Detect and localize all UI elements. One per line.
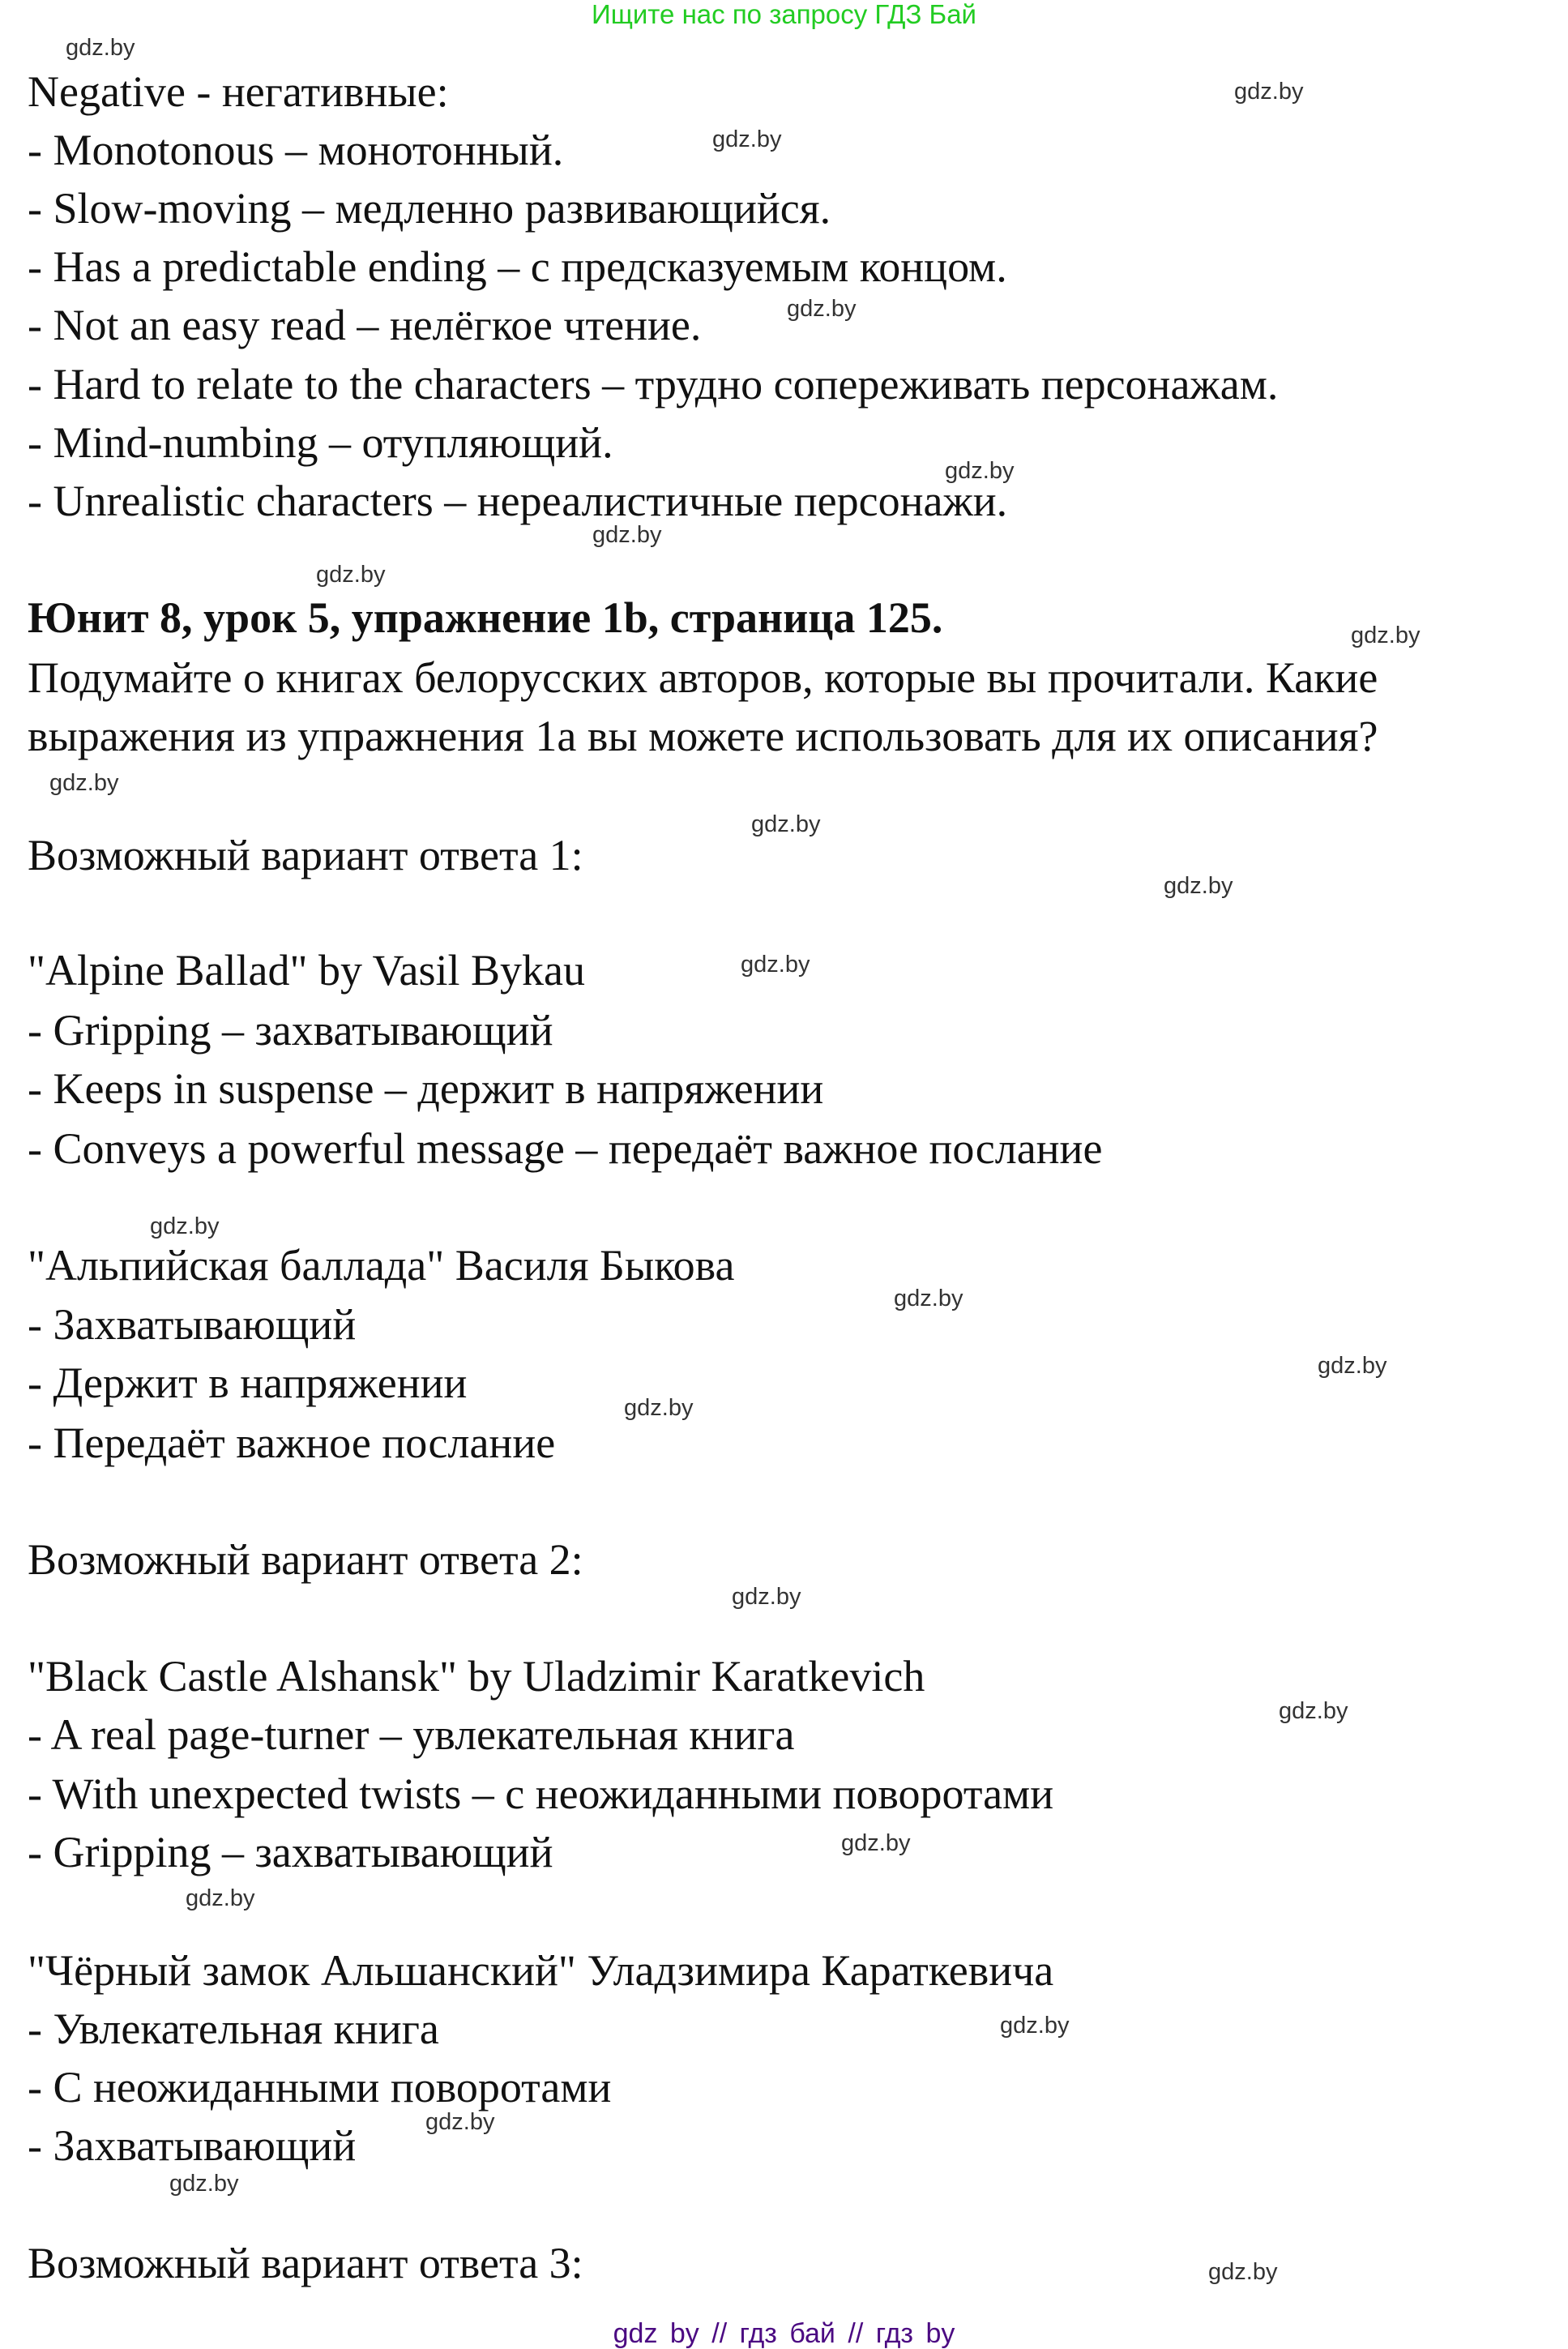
text-line: "Black Castle Alshansk" by Uladzimir Karatkevich	[28, 1652, 925, 1701]
footer-watermark: gdz by // гдз бай // гдз by	[613, 2318, 955, 2349]
text-line: - Gripping – захватывающий	[28, 1828, 553, 1876]
text-line: - Захватывающий	[28, 1300, 357, 1349]
text-line: - Держит в напряжении	[28, 1358, 468, 1407]
watermark-text: gdz.by	[1000, 2013, 1070, 2039]
watermark-text: gdz.by	[894, 1286, 963, 1311]
text-line: - Передаёт важное послание	[28, 1418, 556, 1467]
text-line: Возможный вариант ответа 1:	[28, 831, 583, 879]
text-line: - Unrealistic characters – нереалистичные персонажи.	[28, 477, 1008, 525]
watermark-text: gdz.by	[1318, 1353, 1387, 1379]
watermark-text: gdz.by	[841, 1830, 911, 1856]
search-hint-banner: Ищите нас по запросу ГДЗ Бай	[592, 0, 976, 29]
watermark-text: gdz.by	[425, 2109, 495, 2135]
text-line: - Conveys a powerful message – передаёт важное послание	[28, 1124, 1103, 1173]
watermark-text: gdz.by	[1234, 79, 1304, 105]
text-line: - Увлекательная книга	[28, 2005, 439, 2053]
watermark-text: gdz.by	[751, 811, 821, 837]
watermark-text: gdz.by	[732, 1584, 801, 1610]
watermark-text: gdz.by	[741, 952, 810, 978]
watermark-text: gdz.by	[1164, 873, 1233, 899]
text-line: - Mind-numbing – отупляющий.	[28, 418, 613, 467]
text-line: - Hard to relate to the characters – трудно сопереживать персонажам.	[28, 360, 1279, 409]
watermark-text: gdz.by	[186, 1885, 255, 1911]
watermark-text: gdz.by	[624, 1395, 694, 1421]
watermark-text: gdz.by	[316, 562, 386, 588]
watermark-text: gdz.by	[150, 1213, 220, 1239]
text-line: Negative - негативные:	[28, 67, 449, 116]
text-line: выражения из упражнения 1a вы можете использовать для их описания?	[28, 712, 1378, 760]
text-line: - Keeps in suspense – держит в напряжении	[28, 1064, 824, 1113]
text-line: - Slow-moving – медленно развивающийся.	[28, 184, 831, 233]
text-line: Возможный вариант ответа 2:	[28, 1535, 583, 1584]
text-line: - Gripping – захватывающий	[28, 1006, 553, 1055]
watermark-text: gdz.by	[1351, 623, 1421, 648]
text-line: - Has a predictable ending – с предсказуемым концом.	[28, 242, 1007, 291]
watermark-text: gdz.by	[945, 458, 1015, 484]
watermark-text: gdz.by	[66, 35, 135, 61]
text-line: "Alpine Ballad" by Vasil Bykau	[28, 946, 586, 995]
watermark-text: gdz.by	[787, 296, 857, 322]
text-line: "Альпийская баллада" Василя Быкова	[28, 1241, 735, 1290]
watermark-text: gdz.by	[1279, 1698, 1348, 1724]
text-line: "Чёрный замок Альшанский" Уладзимира Караткевича	[28, 1946, 1054, 1995]
text-line: - Not an easy read – нелёгкое чтение.	[28, 301, 702, 349]
watermark-text: gdz.by	[592, 522, 662, 548]
watermark-text: gdz.by	[49, 770, 119, 796]
text-line: - A real page-turner – увлекательная книга	[28, 1710, 795, 1759]
text-line: - With unexpected twists – с неожиданными поворотами	[28, 1769, 1054, 1818]
watermark-text: gdz.by	[712, 126, 782, 152]
watermark-text: gdz.by	[1208, 2259, 1278, 2285]
text-line: Возможный вариант ответа 3:	[28, 2239, 583, 2287]
exercise-heading: Юнит 8, урок 5, упражнение 1b, страница 125.	[28, 593, 943, 642]
watermark-text: gdz.by	[169, 2171, 239, 2197]
text-line: - Monotonous – монотонный.	[28, 126, 564, 174]
text-line: Подумайте о книгах белорусских авторов, которые вы прочитали. Какие	[28, 653, 1378, 702]
text-line: - Захватывающий	[28, 2121, 357, 2170]
text-line: - С неожиданными поворотами	[28, 2063, 612, 2112]
